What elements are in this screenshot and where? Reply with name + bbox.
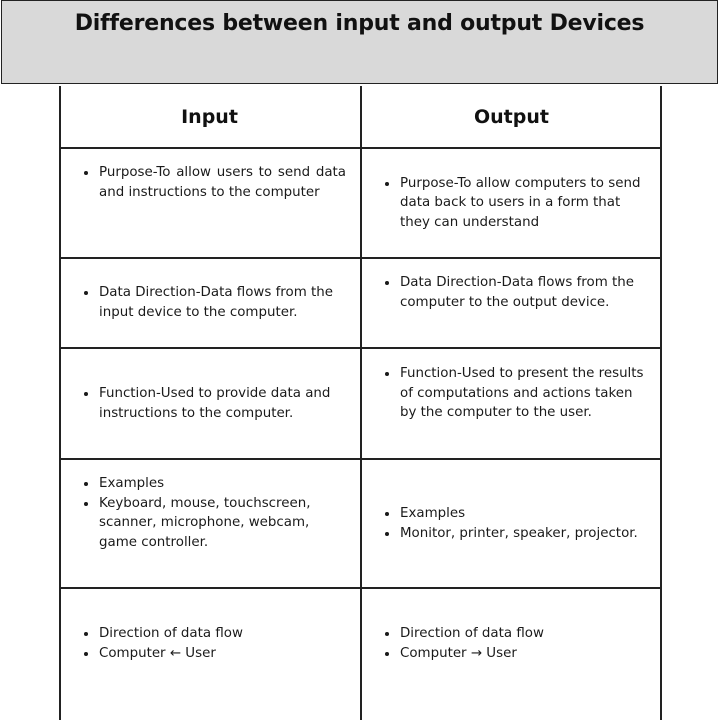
list-item: Function-Used to present the results of computations and actions taken by the computer to the user. xyxy=(400,364,646,423)
list-item: Monitor, printer, speaker, projector. xyxy=(400,524,646,544)
list-item: Examples xyxy=(400,504,646,524)
output-function-cell xyxy=(362,364,660,458)
page-title: Differences between input and output Devices xyxy=(74,11,645,36)
list-item: Direction of data flow xyxy=(99,624,346,644)
input-direction-cell xyxy=(61,259,360,347)
list-item: Purpose-To allow users to send data and instructions to the computer xyxy=(99,163,346,202)
header-output: Output xyxy=(474,106,549,128)
list-item: Computer → User xyxy=(400,644,646,664)
input-function-cell xyxy=(61,349,360,458)
output-examples-cell xyxy=(362,460,660,587)
row-divider xyxy=(59,587,662,589)
input-examples-cell xyxy=(61,474,360,587)
header-input: Input xyxy=(181,106,238,128)
output-direction-cell xyxy=(362,273,660,347)
list-item: Computer ← User xyxy=(99,644,346,664)
list-item: Direction of data flow xyxy=(400,624,646,644)
input-purpose-cell xyxy=(61,163,360,253)
list-item: Data Direction-Data flows from the computer to the output device. xyxy=(400,273,646,312)
title-banner xyxy=(1,0,718,84)
list-item: Function-Used to provide data and instructions to the computer. xyxy=(99,384,346,423)
list-item: Examples xyxy=(99,474,346,494)
list-item: Data Direction-Data flows from the input device to the computer. xyxy=(99,283,346,322)
list-item: Purpose-To allow computers to send data back to users in a form that they can understand xyxy=(400,174,646,233)
output-flow-cell xyxy=(362,624,660,714)
list-item: Keyboard, mouse, touchscreen, scanner, microphone, webcam, game controller. xyxy=(99,494,346,553)
output-purpose-cell xyxy=(362,149,660,257)
input-flow-cell xyxy=(61,624,360,714)
